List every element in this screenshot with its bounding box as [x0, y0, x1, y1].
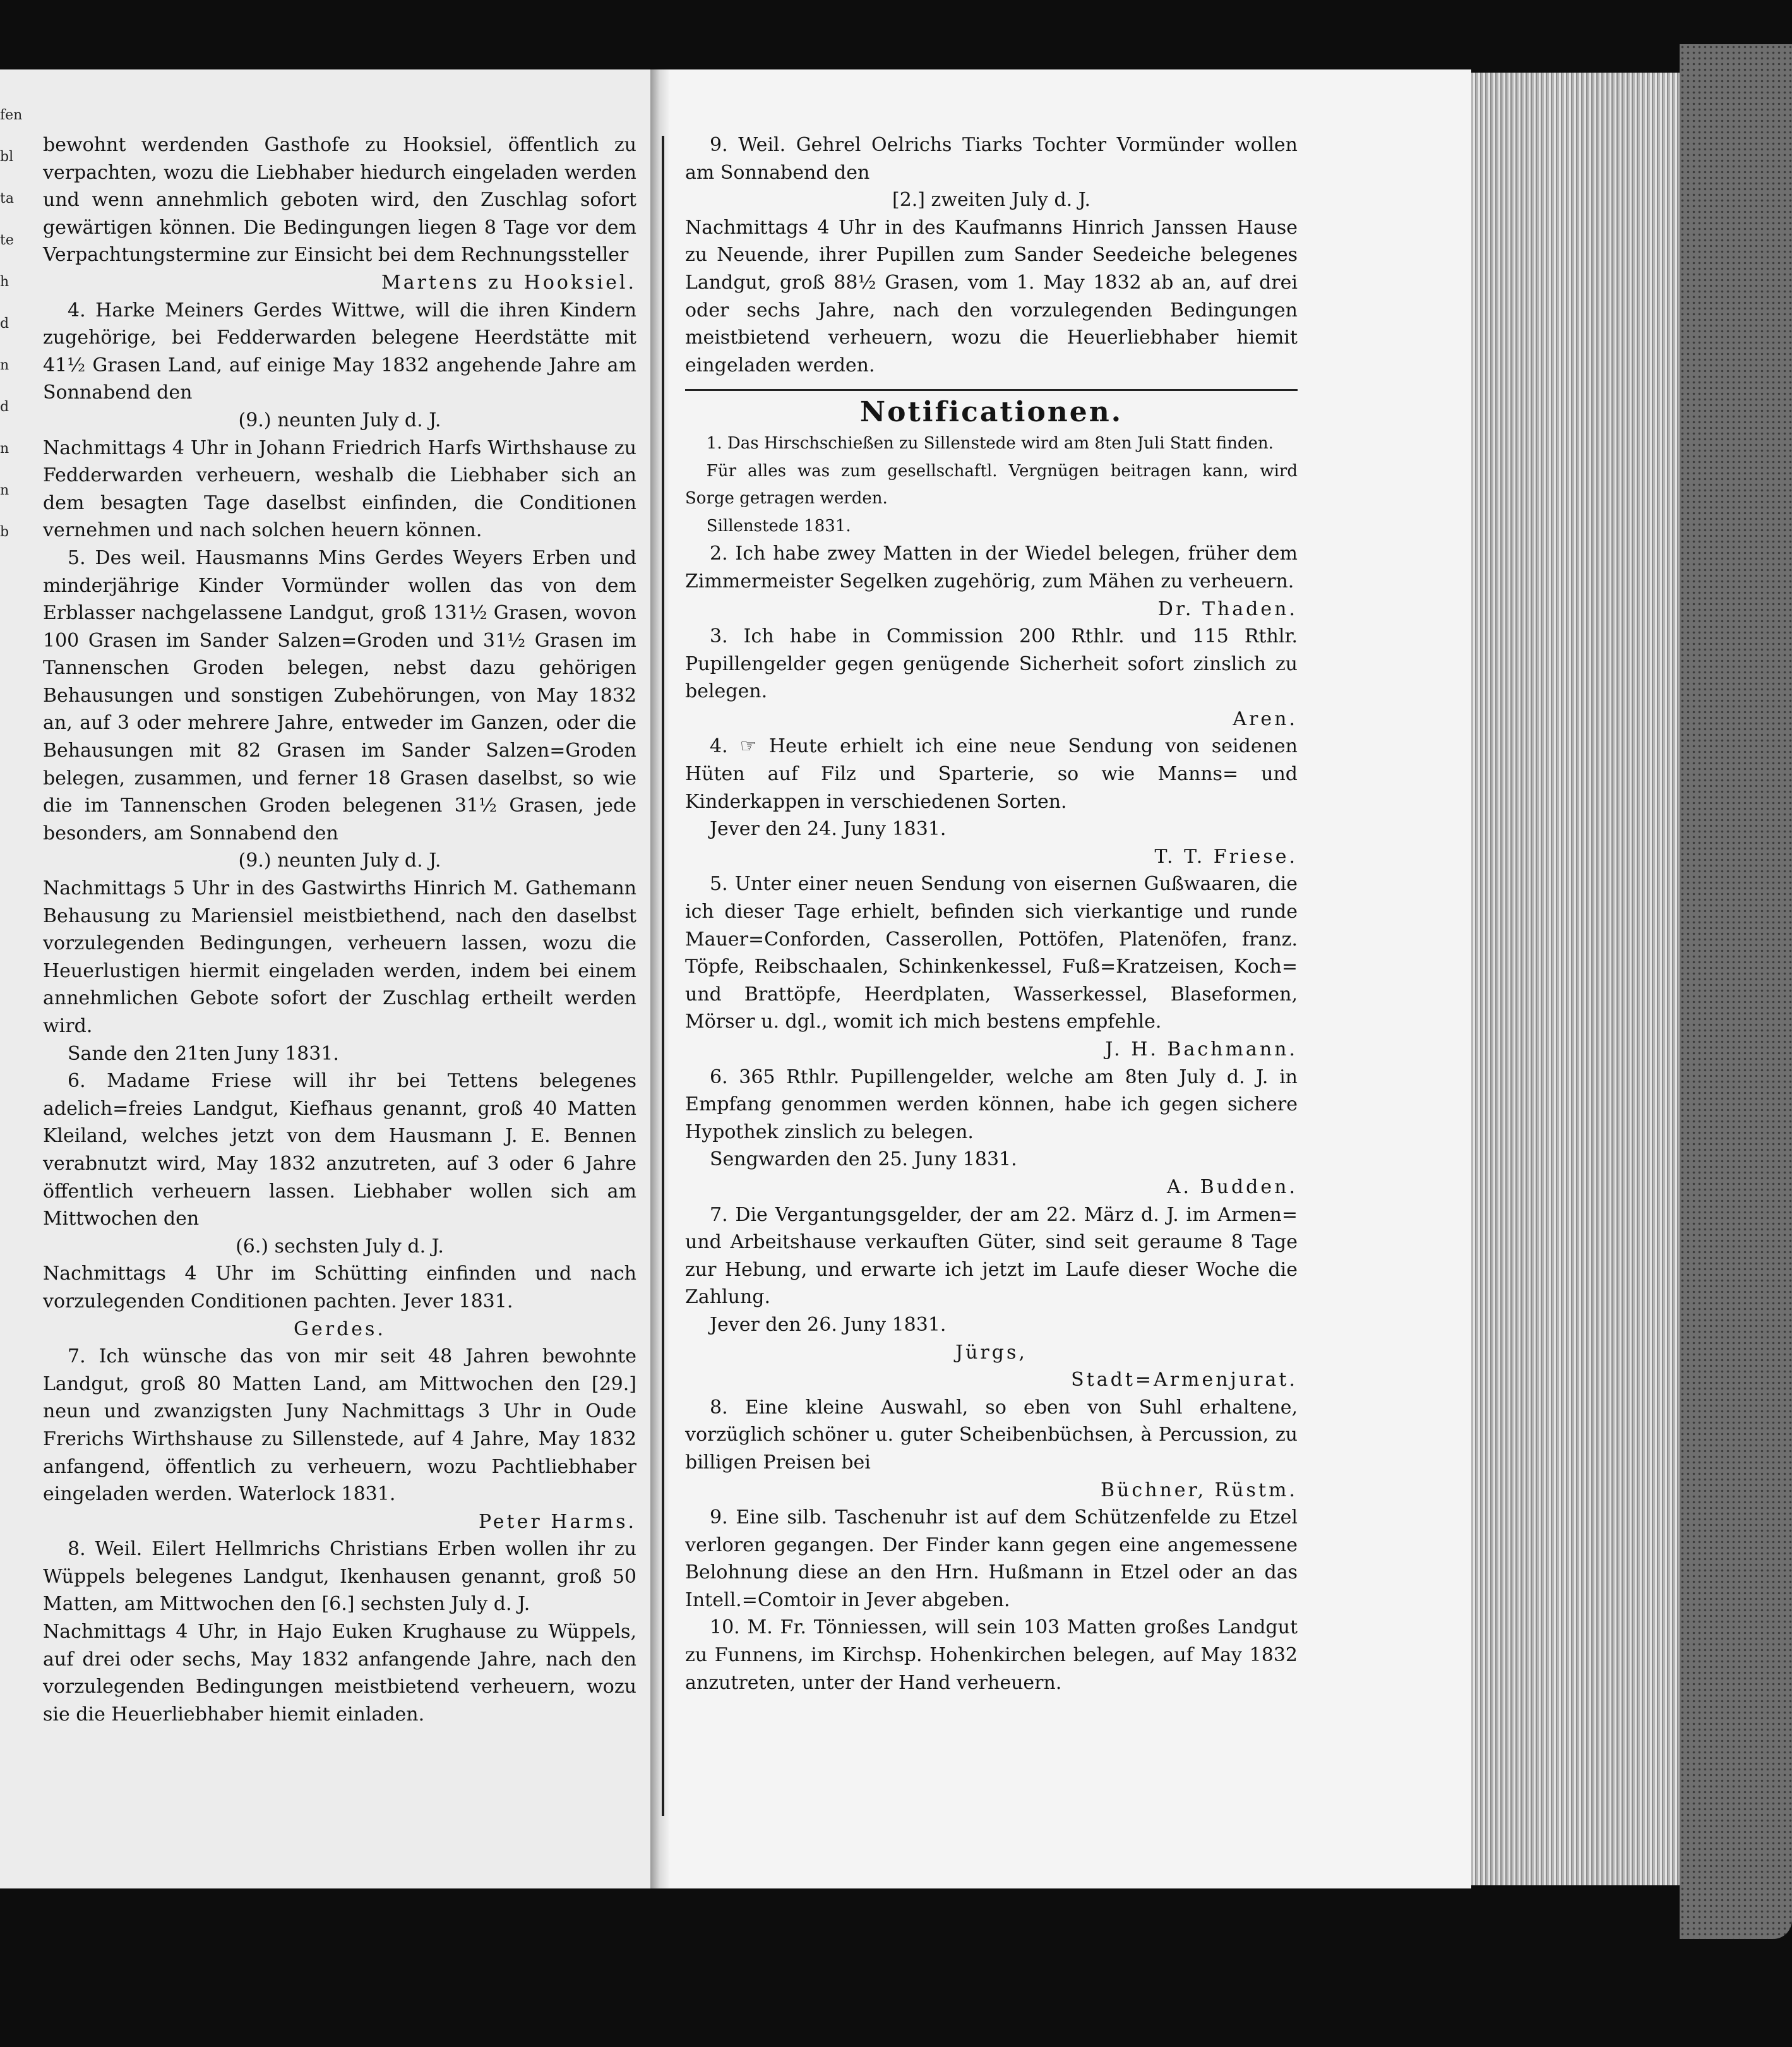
paragraph: Dr. Thaden. [1157, 597, 1298, 620]
left-column [43, 131, 636, 1728]
paragraph: Nachmittags 4 Uhr im Schütting einfinden und nach vorzulegenden Conditionen pachten. Jever 1831. [43, 1263, 636, 1312]
paragraph: Martens zu Hooksiel. [381, 271, 636, 294]
paragraph: Jever den 24. Juny 1831. [710, 818, 947, 841]
left-margin-scrap: fen bl ta te h d n d n n b [0, 107, 23, 540]
paragraph: 5. Unter einer neuen Sendung von eisernen Gußwaaren, die ich dieser Tage erhielt, befinden sich vierkantige und runde Mauer=Conforden, Casserollen, Pottöfen, Platenöfen, franz. Töpfe, Reibschaalen, Schinkenkessel, Fuß=Kratzeisen, Koch= und Brattöpfe, Heerdplaten, Wasserkessel, Blaseformen, Mörser u. dgl., womit ich mich bestens empfehle. [685, 873, 1298, 1033]
paragraph: 8. Weil. Eilert Hellmrichs Christians Erben wollen ihr zu Wüppels belegenes Landgut, Ikenhausen genannt, groß 50 Matten, am Mittwochen den [6.] sechsten July d. J. [43, 1538, 636, 1616]
paragraph: 7. Die Vergantungsgelder, der am 22. März d. J. im Armen= und Arbeitshause verkauften Güter, sind seit geraume 8 Tage zur Hebung, und erwarte ich jetzt im Laufe dieser Woche die Zahlung. [685, 1203, 1298, 1309]
paragraph: 3. Ich habe in Commission 200 Rthlr. und 115 Rthlr. Pupillengelder gegen genügende Sicherheit sofort zinslich zu belegen. [685, 625, 1298, 703]
paragraph: Gerdes. [294, 1318, 386, 1340]
paragraph: Jürgs, [955, 1341, 1027, 1364]
paragraph: Peter Harms. [478, 1510, 636, 1533]
paragraph: Aren. [1233, 707, 1298, 730]
right-column-notices [685, 430, 1298, 1696]
paragraph: Nachmittags 4 Uhr, in Hajo Euken Krughause zu Wüppels, auf drei oder sechs, May 1832 anfangende Jahre, nach den vorzulegenden Bedingungen meistbietend verheuern, wozu sie die Heuerliebhaber hiemit einladen. [43, 1621, 636, 1726]
paragraph: 2. Ich habe zwey Matten in der Wiedel belegen, früher dem Zimmermeister Segelken zugehörig, zum Mähen zu verheuern. [685, 543, 1298, 592]
paragraph: Sillenstede 1831. [706, 516, 851, 536]
column-divider [662, 136, 664, 1816]
paragraph: J. H. Bachmann. [1105, 1038, 1298, 1060]
paragraph: 9. Eine silb. Taschenuhr ist auf dem Schützenfelde zu Etzel verloren gegangen. Der Finder kann gegen eine angemessene Belohnung diese an den Hrn. Hußmann in Etzel oder an das Intell.=Comtoir in Jever abgeben. [685, 1506, 1298, 1611]
paragraph: bewohnt werdenden Gasthofe zu Hooksiel, öffentlich zu verpachten, wozu die Liebhaber hiedurch eingeladen werden und wenn annehmlich geboten wird, den Zuschlag sofort gewärtigen können. Die Bedingungen liegen 8 Tage vor dem Verpachtungstermine zur Einsicht bei dem Rechnungssteller [43, 134, 636, 267]
paragraph: Nachmittags 4 Uhr in Johann Friedrich Harfs Wirthshause zu Fedderwarden verheuern, weshalb die Liebhaber sich an dem besagten Tage daselbst einfinden, die Conditionen vernehmen und nach solchen heuern können. [43, 436, 636, 542]
right-column [685, 131, 1298, 1696]
paragraph: Jever den 26. Juny 1831. [710, 1313, 947, 1336]
book-cover [1680, 44, 1792, 1939]
paragraph: A. Budden. [1166, 1175, 1298, 1198]
paragraph: Sande den 21ten Juny 1831. [68, 1042, 339, 1065]
paragraph: 6. 365 Rthlr. Pupillengelder, welche am 8ten July d. J. in Empfang genommen werden können, habe ich gegen sichere Hypothek zinslich zu belegen. [685, 1066, 1298, 1143]
paragraph: 9. Weil. Gehrel Oelrichs Tiarks Tochter Vormünder wollen am Sonnabend den [685, 134, 1298, 184]
section-heading: Notificationen. [685, 389, 1298, 426]
paragraph: Nachmittags 4 Uhr in des Kaufmanns Hinrich Janssen Hause zu Neuende, ihrer Pupillen zum Sander Seedeiche belegenes Landgut, groß 88½ Grasen, vom 1. May 1832 ab an, auf drei oder sechs Jahre, nach den vorzulegenden Bedingungen meistbietend verheuern, wozu die Heuerliebhaber hiemit eingeladen werden. [685, 216, 1298, 376]
paragraph: (6.) sechsten July d. J. [236, 1235, 444, 1258]
book-gutter [650, 69, 669, 1888]
paragraph: T. T. Friese. [1154, 845, 1298, 868]
paragraph: 5. Des weil. Hausmanns Mins Gerdes Weyers Erben und minderjährige Kinder Vormünder wollen das von dem Erblasser nachgelassene Landgut, groß 131½ Grasen, wovon 100 Grasen im Sander Salzen=Groden und 31½ Grasen im Tannenschen Groden belegen, nebst dazu gehörigen Behausungen und sonstigen Zubehörungen, von May 1832 an, auf 3 oder mehrere Jahre, entweder im Ganzen, oder die Behausungen mit 82 Grasen im Sander Salzen=Groden belegen, zusammen, und ferner 18 Grasen daselbst, so wie die im Tannenschen Groden belegenen 31½ Grasen, jede besonders, am Sonnabend den [43, 546, 636, 844]
paragraph: [2.] zweiten July d. J. [892, 189, 1090, 212]
paragraph: 4. Harke Meiners Gerdes Wittwe, will die ihren Kindern zugehörige, bei Fedderwarden belegene Heerdstätte mit 41½ Grasen Land, auf einige May 1832 angehende Jahre am Sonnabend den [43, 299, 636, 404]
paragraph: Stadt=Armenjurat. [1071, 1369, 1298, 1391]
paragraph: 1. Das Hirschschießen zu Sillenstede wird am 8ten Juli Statt finden. [706, 433, 1274, 453]
page-edges [1471, 73, 1680, 1885]
paragraph: 7. Ich wünsche das von mir seit 48 Jahren bewohnte Landgut, groß 80 Matten Land, am Mittwochen den [29.] neun und zwanzigsten Juny Nachmittags 3 Uhr in Oude Frerichs Wirthshause zu Sillenstede, auf 4 Jahre, May 1832 anfangend, öffentlich zu verheuern, wozu Pachtliebhaber eingeladen werden. Waterlock 1831. [43, 1345, 636, 1506]
paragraph: 4. ☞ Heute erhielt ich eine neue Sendung von seidenen Hüten auf Filz und Sparterie, so wie Manns= und Kinderkappen in verschiedenen Sorten. [685, 735, 1298, 813]
paragraph: Sengwarden den 25. Juny 1831. [710, 1148, 1017, 1171]
right-column-top [685, 131, 1298, 379]
paragraph: 8. Eine kleine Auswahl, so eben von Suhl erhaltene, vorzüglich schöner u. guter Scheibenbüchsen, à Percussion, zu billigen Preisen bei [685, 1396, 1298, 1474]
paragraph: (9.) neunten July d. J. [238, 849, 441, 872]
paragraph: Für alles was zum gesellschaftl. Vergnügen beitragen kann, wird Sorge getragen werden. [685, 461, 1298, 508]
paragraph: 6. Madame Friese will ihr bei Tettens belegenes adelich=freies Landgut, Kiefhaus genannt, groß 40 Matten Kleiland, welches jetzt von dem Hausmann J. E. Bennen verabnutzt wird, May 1832 anzutreten, auf 3 oder 6 Jahre öffentlich verheuern lassen. Liebhaber wollen sich am Mittwochen den [43, 1070, 636, 1230]
paragraph: 10. M. Fr. Tönniessen, will sein 103 Matten großes Landgut zu Funnens, im Kirchsp. Hohenkirchen belegen, auf May 1832 anzutreten, unter der Hand verheuern. [685, 1616, 1298, 1694]
paragraph: Nachmittags 5 Uhr in des Gastwirths Hinrich M. Gathemann Behausung zu Mariensiel meistbiethend, nach den daselbst vorzulegenden Bedingungen, verheuern lassen, wozu die Heuerlustigen hiermit eingeladen werden, indem bei einem annehmlichen Gebote sofort der Zuschlag ertheilt werden wird. [43, 877, 636, 1037]
paragraph: (9.) neunten July d. J. [238, 409, 441, 431]
paragraph: Büchner, Rüstm. [1100, 1479, 1298, 1501]
